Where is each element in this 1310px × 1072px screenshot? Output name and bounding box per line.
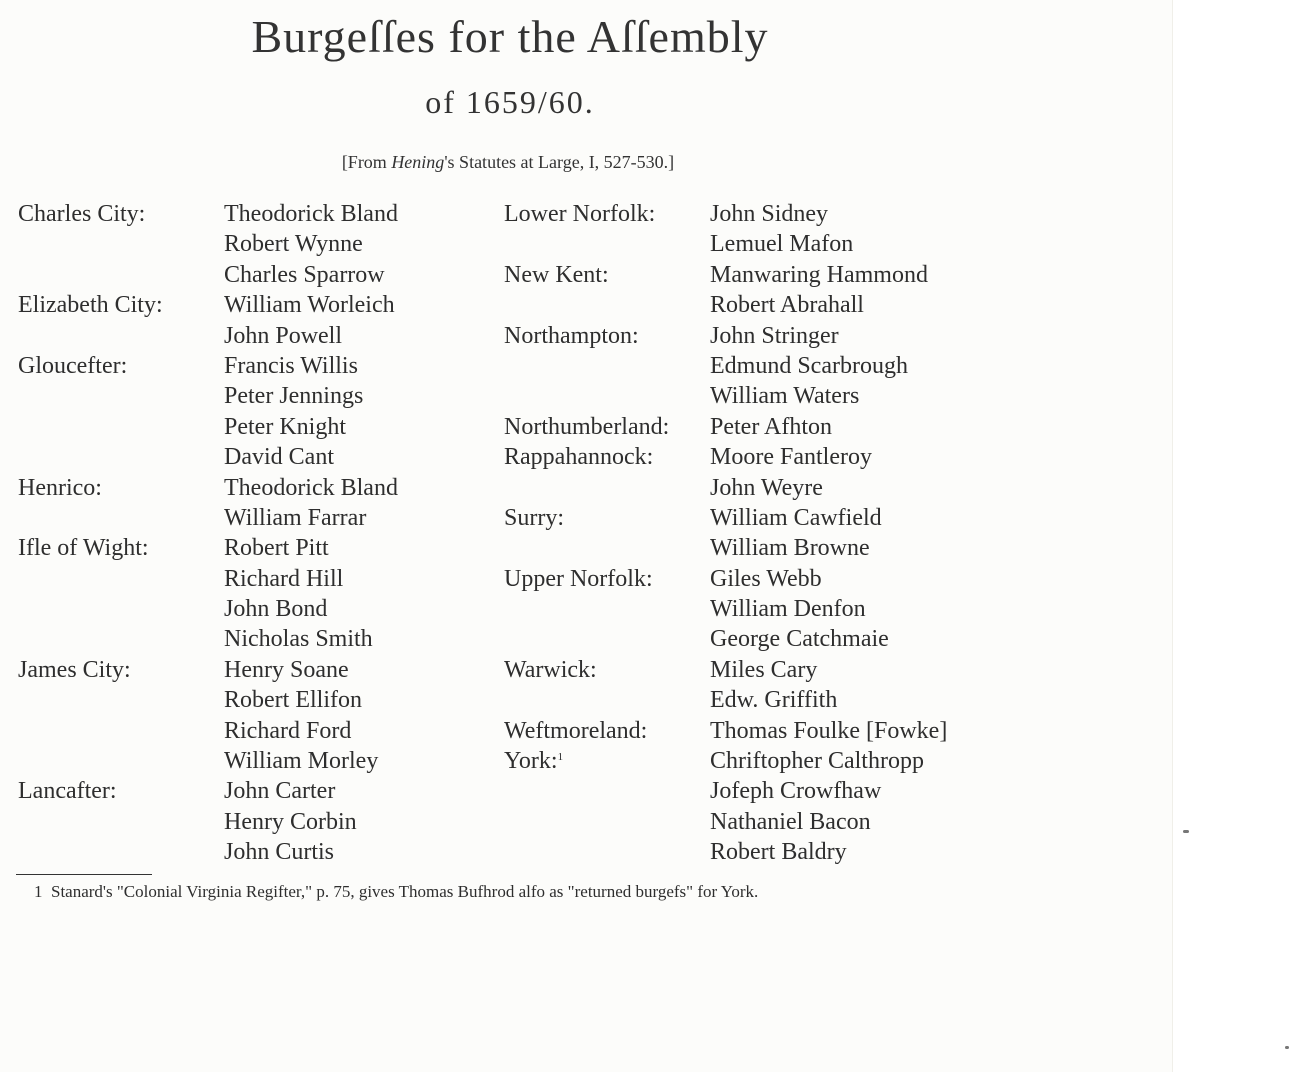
burgess-name-text: Peter Jennings [224,383,364,410]
source-author: Hening [391,152,445,172]
county-label [18,503,218,533]
burgess-name [224,564,494,594]
county-label [504,594,709,624]
burgess-name [224,381,494,411]
county-label [504,260,709,290]
county-label [18,716,218,746]
burgess-name [710,503,1010,533]
burgess-name [224,776,494,806]
county-label [504,321,709,351]
burgess-name [710,776,1010,806]
burgess-name [710,716,1010,746]
county-label-text: Gloucefter: [18,352,128,379]
scan-margin [1172,0,1310,1072]
county-label-text: Charles City: [18,201,146,227]
county-label [18,564,218,594]
burgess-name-text: William Morley [224,748,379,775]
county-label [504,473,709,503]
burgess-name-text: Lemuel Mafon [710,231,854,258]
burgess-name-text: Robert Ellifon [224,687,362,714]
county-label-text: Lancafter: [18,778,117,805]
burgess-name [224,503,494,533]
county-label [18,260,218,290]
county-label [18,655,218,685]
county-label [504,685,709,715]
county-label [18,229,218,259]
burgess-name [224,229,494,259]
county-label-text: Warwick: [504,656,597,683]
burgess-name-text: Jofeph Crowfhaw [710,778,882,805]
county-label [18,321,218,351]
burgess-name [710,533,1010,563]
page-subtitle: of 1659/60. [425,84,595,120]
left-county-column [18,199,218,868]
burgess-name [224,412,494,442]
county-label-text: Weftmoreland: [504,717,648,744]
county-label-text: Upper Norfolk: [504,565,653,592]
county-label-text: Rappahannock: [504,444,654,471]
burgess-name [224,594,494,624]
burgess-name-text: George Catchmaie [710,626,889,653]
county-label [504,655,709,685]
source-citation [0,152,1016,173]
county-label [18,776,218,806]
county-label [504,533,709,563]
burgess-name [710,260,1010,290]
burgess-name [224,837,494,867]
footnote-text: Stanard's "Colonial Virginia Regifter," p. 75, gives Thomas Bufhrod alfo as "returned burgefs" for York. [51,882,759,901]
burgess-name-text: Robert Wynne [224,231,363,258]
burgess-name-text: William Browne [710,535,870,562]
burgess-name [224,442,494,472]
county-label [504,381,709,411]
county-label [504,503,709,533]
county-label-text: Northumberland: [504,413,670,440]
burgess-name [710,594,1010,624]
burgess-name-text: Richard Ford [224,717,352,744]
county-label [504,624,709,654]
burgess-name-text: Henry Soane [224,656,349,683]
footnote-marker: 1 [34,882,43,901]
burgess-name-text: John Weyre [710,474,823,501]
county-label-text: New Kent: [504,261,609,288]
burgess-name [710,807,1010,837]
burgess-name-text: Thomas Foulke [Fowke] [710,717,948,744]
source-suffix: 's Statutes at Large, I, 527-530.] [444,152,675,172]
burgess-name-text: Peter Afhton [710,413,832,440]
burgess-name-text: Theodorick Bland [224,201,398,227]
burgess-name-text: Robert Baldry [710,839,847,866]
burgess-name [710,442,1010,472]
footnote-rule [16,874,152,875]
burgess-name-text: Chriftopher Calthropp [710,748,924,775]
county-label [504,564,709,594]
burgess-name-text: John Curtis [224,839,335,866]
burgess-name-text: Nathaniel Bacon [710,808,871,835]
burgess-name [224,746,494,776]
burgess-name-text: John Stringer [710,322,839,349]
burgess-name-text: Nicholas Smith [224,626,373,653]
source-prefix: [From [341,152,392,172]
burgess-name-text: Giles Webb [710,565,822,592]
county-label-text: James City: [18,656,131,683]
county-label [18,381,218,411]
burgess-name [710,624,1010,654]
county-label [18,594,218,624]
county-label [504,412,709,442]
burgess-name-text: Robert Pitt [224,535,329,562]
county-label [18,199,218,229]
burgess-name [710,655,1010,685]
county-label-text: Surry: [504,504,564,531]
burgess-name [224,199,494,229]
county-label [504,776,709,806]
burgess-name [224,473,494,503]
burgess-name [224,685,494,715]
burgess-name-text: William Waters [710,383,860,410]
county-label-text: Ifle of Wight: [18,535,149,562]
burgess-name-text: Edw. Griffith [710,687,838,714]
burgess-name-text: John Sidney [710,201,829,227]
burgess-name-text: Peter Knight [224,413,346,440]
burgess-name [710,321,1010,351]
burgess-name [710,412,1010,442]
burgess-name-text: Edmund Scarbrough [710,352,908,379]
county-label [18,412,218,442]
county-label [18,533,218,563]
burgess-name [710,290,1010,320]
burgess-name-text: Henry Corbin [224,808,357,835]
left-burgess-column [224,199,494,868]
burgess-name [224,321,494,351]
burgess-name [224,290,494,320]
burgess-name [224,655,494,685]
county-label-text: Northampton: [504,322,639,349]
burgess-name-text: Theodorick Bland [224,474,398,501]
footnote [34,882,1034,902]
county-label [504,199,709,229]
right-burgess-column [710,199,1010,868]
county-label [504,837,709,867]
burgess-name-text: Francis Willis [224,352,358,379]
county-label [504,807,709,837]
right-county-column [504,199,709,868]
burgess-name-text: Miles Cary [710,656,818,683]
burgess-name [710,685,1010,715]
county-label [18,837,218,867]
burgess-name [710,229,1010,259]
burgess-name [224,624,494,654]
county-label [504,746,709,776]
burgess-name [710,564,1010,594]
burgess-name [224,260,494,290]
county-label [18,624,218,654]
burgess-name-text: William Cawfield [710,504,882,531]
county-label-text: Elizabeth City: [18,292,163,319]
burgess-name [224,807,494,837]
burgess-name [224,351,494,381]
county-label-text: Lower Norfolk: [504,201,656,227]
burgess-name-text: John Carter [224,778,336,805]
burgess-name [224,533,494,563]
county-label [18,685,218,715]
scan-speck [1285,1046,1289,1049]
county-label-text: Henrico: [18,474,102,501]
page-title: Burgeſſes for the Aſſembly [251,11,769,62]
county-label [504,351,709,381]
burgess-name-text: John Powell [224,322,343,349]
burgess-name [224,716,494,746]
county-label [18,807,218,837]
county-label [18,746,218,776]
burgess-name-text: Richard Hill [224,565,344,592]
county-label [18,473,218,503]
burgess-name [710,199,1010,229]
burgess-name-text: David Cant [224,444,334,471]
burgess-name [710,746,1010,776]
burgess-name [710,473,1010,503]
burgess-name [710,381,1010,411]
burgess-name-text: William Worleich [224,292,395,319]
burgess-name-text: William Farrar [224,504,367,531]
county-label [18,290,218,320]
burgess-name-text: William Denfon [710,596,866,623]
footnote-reference: 1 [557,751,564,764]
county-label [504,716,709,746]
county-label [18,442,218,472]
burgess-name-text: Charles Sparrow [224,261,385,288]
burgess-name-text: Manwaring Hammond [710,261,928,288]
burgess-name-text: Moore Fantleroy [710,444,872,471]
burgess-name-text: Robert Abrahall [710,292,864,319]
county-label [504,442,709,472]
county-label-text: York: [504,748,558,775]
county-label [18,351,218,381]
county-label [504,290,709,320]
county-label [504,229,709,259]
burgess-name [710,351,1010,381]
burgess-name-text: John Bond [224,596,328,623]
scan-speck [1183,830,1189,833]
burgess-name [710,837,1010,867]
